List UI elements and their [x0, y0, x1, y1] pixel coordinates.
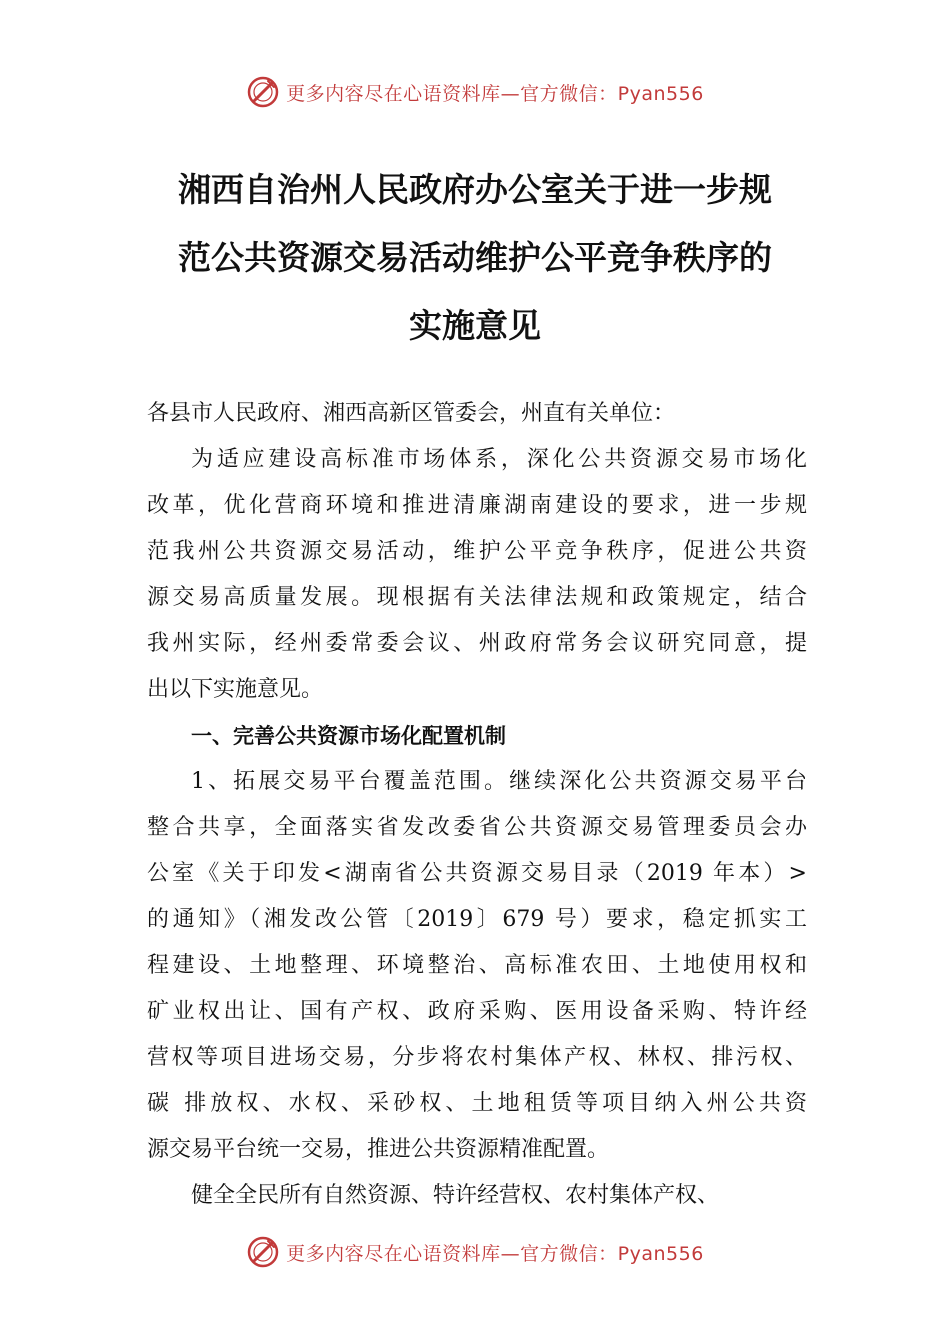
paragraph-line: 矿业权出让、国有产权、政府采购、医用设备采购、特许经: [147, 999, 807, 1024]
paragraph-line: 1、拓展交易平台覆盖范围。继续深化公共资源交易平台: [191, 769, 807, 794]
title-line: 实施意见: [409, 306, 541, 345]
paragraph-line: 的通知》（湘发改公管〔2019〕679 号）要求，稳定抓实工: [147, 907, 807, 932]
title-line: 湘西自治州人民政府办公室关于进一步规: [178, 170, 772, 209]
paragraph-line: 范我州公共资源交易活动，维护公平竞争秩序，促进公共资: [147, 539, 807, 564]
watermark-banner-bottom: [0, 1232, 950, 1272]
salutation: 各县市人民政府、湘西高新区管委会，州直有关单位：: [147, 401, 676, 426]
watermark-text: 更多内容尽在心语资料库—官方微信：Pyan556: [286, 82, 704, 105]
paragraph-line: 出以下实施意见。: [147, 677, 324, 702]
watermark-text: 更多内容尽在心语资料库—官方微信：Pyan556: [286, 1242, 704, 1265]
paragraph-line: 为适应建设高标准市场体系，深化公共资源交易市场化: [191, 447, 807, 472]
paragraph-line: 程建设、土地整理、环境整治、高标准农田、土地使用权和: [147, 953, 807, 978]
paragraph-line: 改革，优化营商环境和推进清廉湖南建设的要求，进一步规: [147, 493, 807, 518]
paragraph-line: 我州实际，经州委常委会议、州政府常务会议研究同意，提: [147, 631, 807, 656]
paragraph-line: 营权等项目进场交易，分步将农村集体产权、林权、排污权、: [147, 1045, 807, 1070]
paragraph-line: 源交易高质量发展。现根据有关法律法规和政策规定，结合: [147, 585, 807, 610]
paragraph-line: 整合共享，全面落实省发改委省公共资源交易管理委员会办: [147, 815, 807, 840]
seal-logo-icon: [246, 75, 280, 109]
item-1-paragraph: [147, 759, 807, 1173]
paragraph-line: 碳 排放权、水权、采砂权、土地租赁等项目纳入州公共资: [147, 1091, 807, 1116]
document-body: [147, 391, 807, 1219]
title-line: 范公共资源交易活动维护公平竞争秩序的: [178, 238, 772, 277]
item-2-paragraph-line: 健全全民所有自然资源、特许经营权、农村集体产权、: [191, 1183, 720, 1208]
paragraph-line: 公室《关于印发<湖南省公共资源交易目录（2019 年本）>: [147, 861, 807, 886]
intro-paragraph: [147, 437, 807, 713]
seal-logo-icon: [246, 1235, 280, 1269]
section-heading: 一、完善公共资源市场化配置机制: [191, 724, 506, 748]
page-title: [150, 156, 800, 360]
watermark-banner-top: [0, 72, 950, 112]
paragraph-line: 源交易平台统一交易，推进公共资源精准配置。: [147, 1137, 610, 1162]
